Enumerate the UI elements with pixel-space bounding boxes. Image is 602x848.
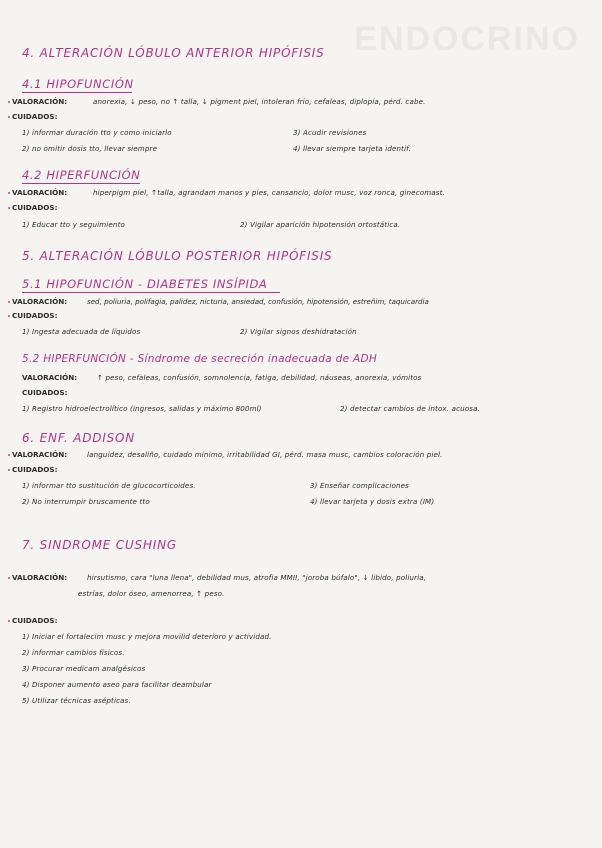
section-7-title: 7. SINDROME CUSHING <box>22 538 177 552</box>
bullet-dot <box>8 577 10 579</box>
care-item: 1) Ingesta adecuada de líquidos <box>22 327 141 336</box>
care-item: 3) Procurar medicam analgésicos <box>22 664 146 673</box>
val-text-line-2: estrías, dolor óseo, amenorrea, ↑ peso. <box>78 589 225 598</box>
cuid-label: CUIDADOS: <box>12 616 58 625</box>
bullet-dot <box>8 315 10 317</box>
section-5-1-title: 5.1 HIPOFUNCIÓN - DIABETES INSÍPIDA <box>22 277 268 291</box>
section-4-1-underline <box>22 92 132 93</box>
cuid-label: CUIDADOS: <box>12 311 58 320</box>
care-item: 1) informar duración tto y como iniciarlo <box>22 128 172 137</box>
care-item: 2) No interrumpir bruscamente tto <box>22 497 150 506</box>
section-5-1-underline <box>22 292 280 293</box>
care-item: 4) llevar siempre tarjeta identif. <box>293 144 412 153</box>
bullet-dot <box>8 454 10 456</box>
care-item: 5) Utilizar técnicas asépticas. <box>22 696 131 705</box>
care-item: 2) Vigilar aparición hipotensión ortostática. <box>240 220 401 229</box>
care-item: 2) detectar cambios de intox. acuosa. <box>340 404 481 413</box>
bullet-dot <box>8 116 10 118</box>
bullet-dot <box>8 469 10 471</box>
bullet-dot <box>8 192 10 194</box>
section-4-title: 4. ALTERACIÓN LÓBULO ANTERIOR HIPÓFISIS <box>22 46 325 60</box>
val-label: VALORACIÓN: <box>12 97 68 106</box>
care-item: 3) Enseñar complicaciones <box>310 481 409 490</box>
care-item: 1) informar tto sustitución de glucocorticoides. <box>22 481 196 490</box>
val-label: VALORACIÓN: <box>12 573 68 582</box>
section-6-title: 6. ENF. ADDISON <box>22 431 136 445</box>
care-item: 4) Disponer aumento aseo para facilitar deambular <box>22 680 212 689</box>
section-4-2-underline <box>22 183 140 184</box>
section-4-1-title: 4.1 HIPOFUNCIÓN <box>22 77 134 91</box>
val-text: sed, poliuria, polifagia, palidez, nicturia, ansiedad, confusión, hipotensión, estreñim, taquicardia <box>87 297 429 306</box>
val-text: hiperpigm piel, ↑talla, agrandam manos y pies, cansancio, dolor musc, voz ronca, ginecomast. <box>93 188 445 197</box>
care-item: 2) informar cambios físicos. <box>22 648 125 657</box>
care-item: 1) Registro hidroelectrolítico (ingresos, salidas y máximo 800ml) <box>22 404 262 413</box>
val-label: VALORACIÓN: <box>22 373 78 382</box>
bullet-dot <box>8 101 10 103</box>
cuid-label: CUIDADOS: <box>12 112 58 121</box>
care-item: 1) Iniciar el fortalecim musc y mejora movilid deterioro y actividad. <box>22 632 272 641</box>
section-5-title: 5. ALTERACIÓN LÓBULO POSTERIOR HIPÓFISIS <box>22 249 333 263</box>
care-item: 1) Educar tto y seguimiento <box>22 220 125 229</box>
cuid-label: CUIDADOS: <box>12 203 58 212</box>
care-item: 2) Vigilar signos deshidratación <box>240 327 357 336</box>
val-text: anorexia, ↓ peso, no ↑ talla, ↓ pigment piel, intoleran frío, cefaleas, diplopía, pérd. cabe. <box>93 97 426 106</box>
val-text-line-1: hirsutismo, cara "luna llena", debilidad mus, atrofia MMII, "joroba búfalo", ↓ libido, poliuria, <box>87 573 427 582</box>
care-item: 3) Acudir revisiones <box>293 128 367 137</box>
section-5-2-title: 5.2 HIPERFUNCIÓN - Síndrome de secreción inadecuada de ADH <box>22 353 378 365</box>
bullet-dot <box>8 301 10 303</box>
section-4-2-title: 4.2 HIPERFUNCIÓN <box>22 168 141 182</box>
val-label: VALORACIÓN: <box>12 188 68 197</box>
val-text: languidez, desaliño, cuidado mínimo, irritabilidad GI, pérd. masa musc, cambios coloración piel. <box>87 450 443 459</box>
cuid-label: CUIDADOS: <box>12 465 58 474</box>
care-item: 4) llevar tarjeta y dosis extra (IM) <box>310 497 435 506</box>
bullet-dot <box>8 620 10 622</box>
care-item: 2) no omitir dosis tto, llevar siempre <box>22 144 158 153</box>
val-label: VALORACIÓN: <box>12 450 68 459</box>
val-text: ↑ peso, cefaleas, confusión, somnolencia, fatiga, debilidad, náuseas, anorexia, vómitos <box>97 373 422 382</box>
bullet-dot <box>8 207 10 209</box>
val-label: VALORACIÓN: <box>12 297 68 306</box>
cuid-label: CUIDADOS: <box>22 388 68 397</box>
bleed-through-watermark: ENDOCRINO <box>354 20 580 58</box>
